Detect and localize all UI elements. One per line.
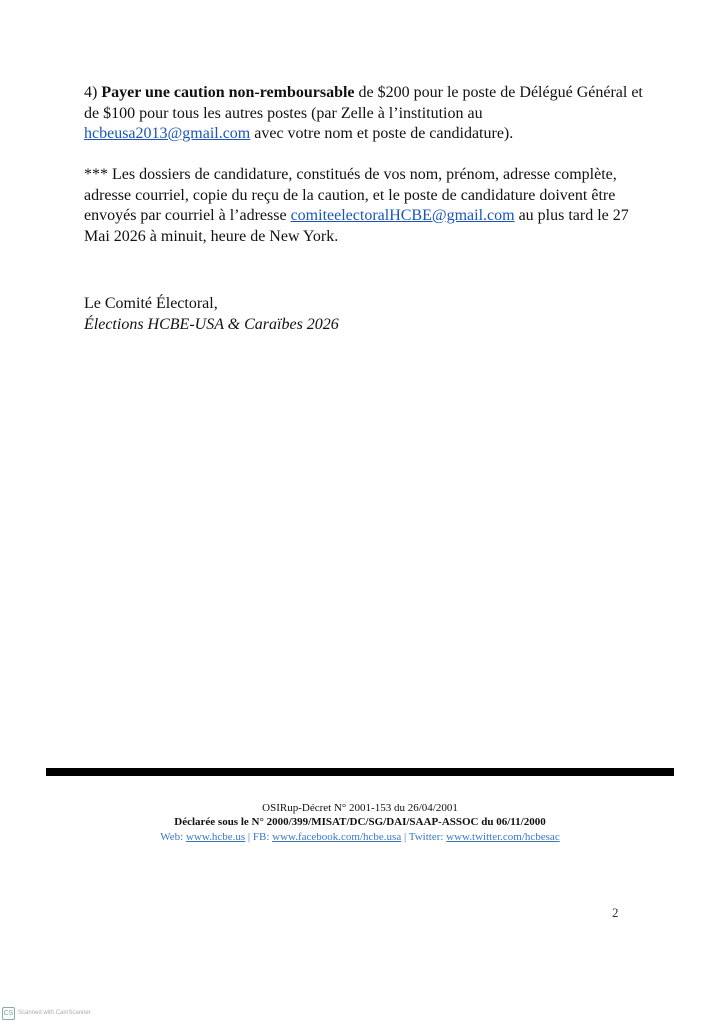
footer-decree: OSIRup-Décret N° 2001-153 du 26/04/2001 [262,802,458,814]
item-text-a: de $200 pour le poste de Délégué Général et de $100 pour tous les autres postes (par Zelle à l’institution au [84,84,643,122]
note-text-b: au plus tard le 27 Mai 2026 à minuit, heure de New York. [84,207,629,245]
separator: | [403,831,407,843]
scanner-text: Scanned with CamScanner [18,1010,91,1016]
item-bold-text: Payer une caution non-remboursable [101,84,355,101]
email-link-comite[interactable]: comiteelectoralHCBE@gmail.com [290,207,515,224]
footer-declaration: Déclarée sous le N° 2000/399/MISAT/DC/SG/DAI/SAAP-ASSOC du 06/11/2000 [174,816,546,828]
web-link[interactable]: www.hcbe.us [185,831,246,843]
signature-line-1: Le Comité Électoral, [84,295,218,312]
camscanner-logo-icon: CS [2,1007,15,1020]
signature-block [84,294,644,335]
page-number: 2 [612,905,619,920]
item-number: 4) [84,84,98,101]
email-link-hcbeusa[interactable]: hcbeusa2013@gmail.com [84,125,251,142]
item-text-b: avec votre nom et poste de candidature). [254,125,514,142]
footer-links [46,830,674,845]
twitter-link[interactable]: www.twitter.com/hcbesac [446,831,560,843]
item-4-paragraph [84,83,644,145]
fb-label: FB: [252,831,270,843]
web-label: Web: [160,831,184,843]
footer-divider [46,768,674,776]
facebook-link[interactable]: www.facebook.com/hcbe.usa [272,831,402,843]
separator: | [247,831,251,843]
twitter-label: Twitter: [408,831,444,843]
note-text-a: *** Les dossiers de candidature, constitués de vos nom, prénom, adresse complète, adresse courriel, copie du reçu de la caution, et le poste de candidature doivent être envoyés par courriel à l’adresse [84,166,617,224]
scanner-watermark [2,1006,91,1020]
application-note-paragraph [84,165,644,247]
signature-line-2: Élections HCBE-USA & Caraïbes 2026 [84,315,339,333]
